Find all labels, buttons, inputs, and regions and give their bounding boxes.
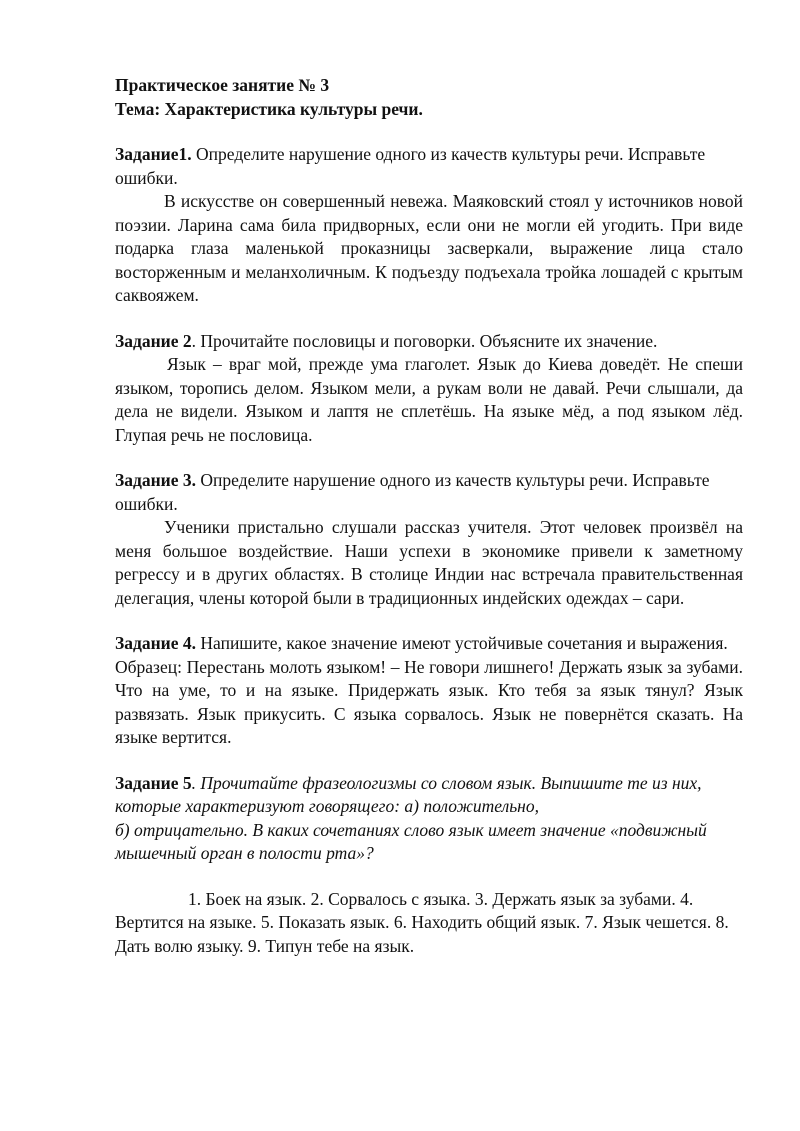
task-5-phrase-list: 1. Боек на язык. 2. Сорвалось с языка. 3. Держать язык за зубами. 4. Вертится на языке. 5. Показать язык. 6. Находить общий язык. 7. Язык чешется. 8. Дать волю языку. 9. Типун тебе на язык.: [115, 888, 729, 956]
task-1-text: В искусстве он совершенный невежа. Маяковский стоял у источников новой поэзии. Ларина сама била придворных, если они не могли ей угодить. При виде подарка глаза маленькой проказницы засверкали, выражение лица стало восторженным и меланхоличным. К подъезду подъехала тройка лошадей с крытым саквояжем.: [115, 191, 743, 305]
task-4-instruction: [115, 632, 743, 656]
task-1-label: Задание1.: [115, 144, 192, 164]
task-4-label: Задание 4.: [115, 633, 197, 653]
task-3-instruction-text: Определите нарушение одного из качеств культуры речи. Исправьте ошибки.: [115, 470, 710, 514]
task-2-label: Задание 2: [115, 330, 192, 351]
task-1-instruction: [115, 143, 743, 190]
task-3-label: Задание 3.: [115, 470, 197, 490]
lesson-topic: Тема: Характеристика культуры речи.: [115, 98, 423, 119]
task-2-instruction-text: . Прочитайте пословицы и поговорки. Объясните их значение.: [191, 330, 658, 351]
task-5-label: Задание 5: [115, 772, 192, 793]
task-3-text: Ученики пристально слушали рассказ учителя. Этот человек произвёл на меня большое воздействие. Наши успехи в экономике привели к заметному регрессу и в других областях. В столице Индии нас встречала правительственная делегация, члены которой были в традиционных индейских одеждах – сари.: [115, 517, 743, 608]
task-5: [115, 772, 743, 959]
task-5-instruction: [115, 772, 743, 819]
task-5-instruction-text: . Прочитайте фразеологизмы со словом язык. Выпишите те из них, которые характеризуют говорящего: а) положительно,: [115, 772, 702, 816]
task-2-instruction: [115, 330, 743, 354]
lesson-title: Практическое занятие № 3: [115, 75, 330, 95]
task-3: [115, 469, 743, 610]
task-4-instruction-text: Напишите, какое значение имеют устойчивые сочетания и выражения.: [196, 633, 728, 653]
task-4-text: Образец: Перестань молоть языком! – Не говори лишнего! Держать язык за зубами. Что на уме, то и на языке. Придержать язык. Кто тебя за язык тянул? Язык развязать. Язык прикусить. С языка сорвалось. Язык не повернётся сказать. На языке вертится.: [115, 656, 743, 747]
task-1-instruction-text: Определите нарушение одного из качеств культуры речи. Исправьте ошибки.: [115, 144, 706, 188]
document-header: [115, 74, 743, 121]
task-3-instruction: [115, 469, 743, 516]
task-5-instruction-continued: б) отрицательно. В каких сочетаниях слово язык имеет значение «подвижный мышечный орган в полости рта»?: [115, 819, 707, 863]
task-1: [115, 143, 743, 308]
task-2: [115, 330, 743, 448]
task-2-text: Язык – враг мой, прежде ума глаголет. Язык до Киева доведёт. Не спеши языком, торопись делом. Языком мели, а рукам воли не давай. Речи слышали, да дела не видели. Языком и лаптя не сплетёшь. На языке мёд, а под языком лёд. Глупая речь не пословица.: [115, 354, 743, 445]
spacer: [115, 866, 743, 888]
document-page: [115, 74, 743, 958]
task-4: [115, 632, 743, 750]
